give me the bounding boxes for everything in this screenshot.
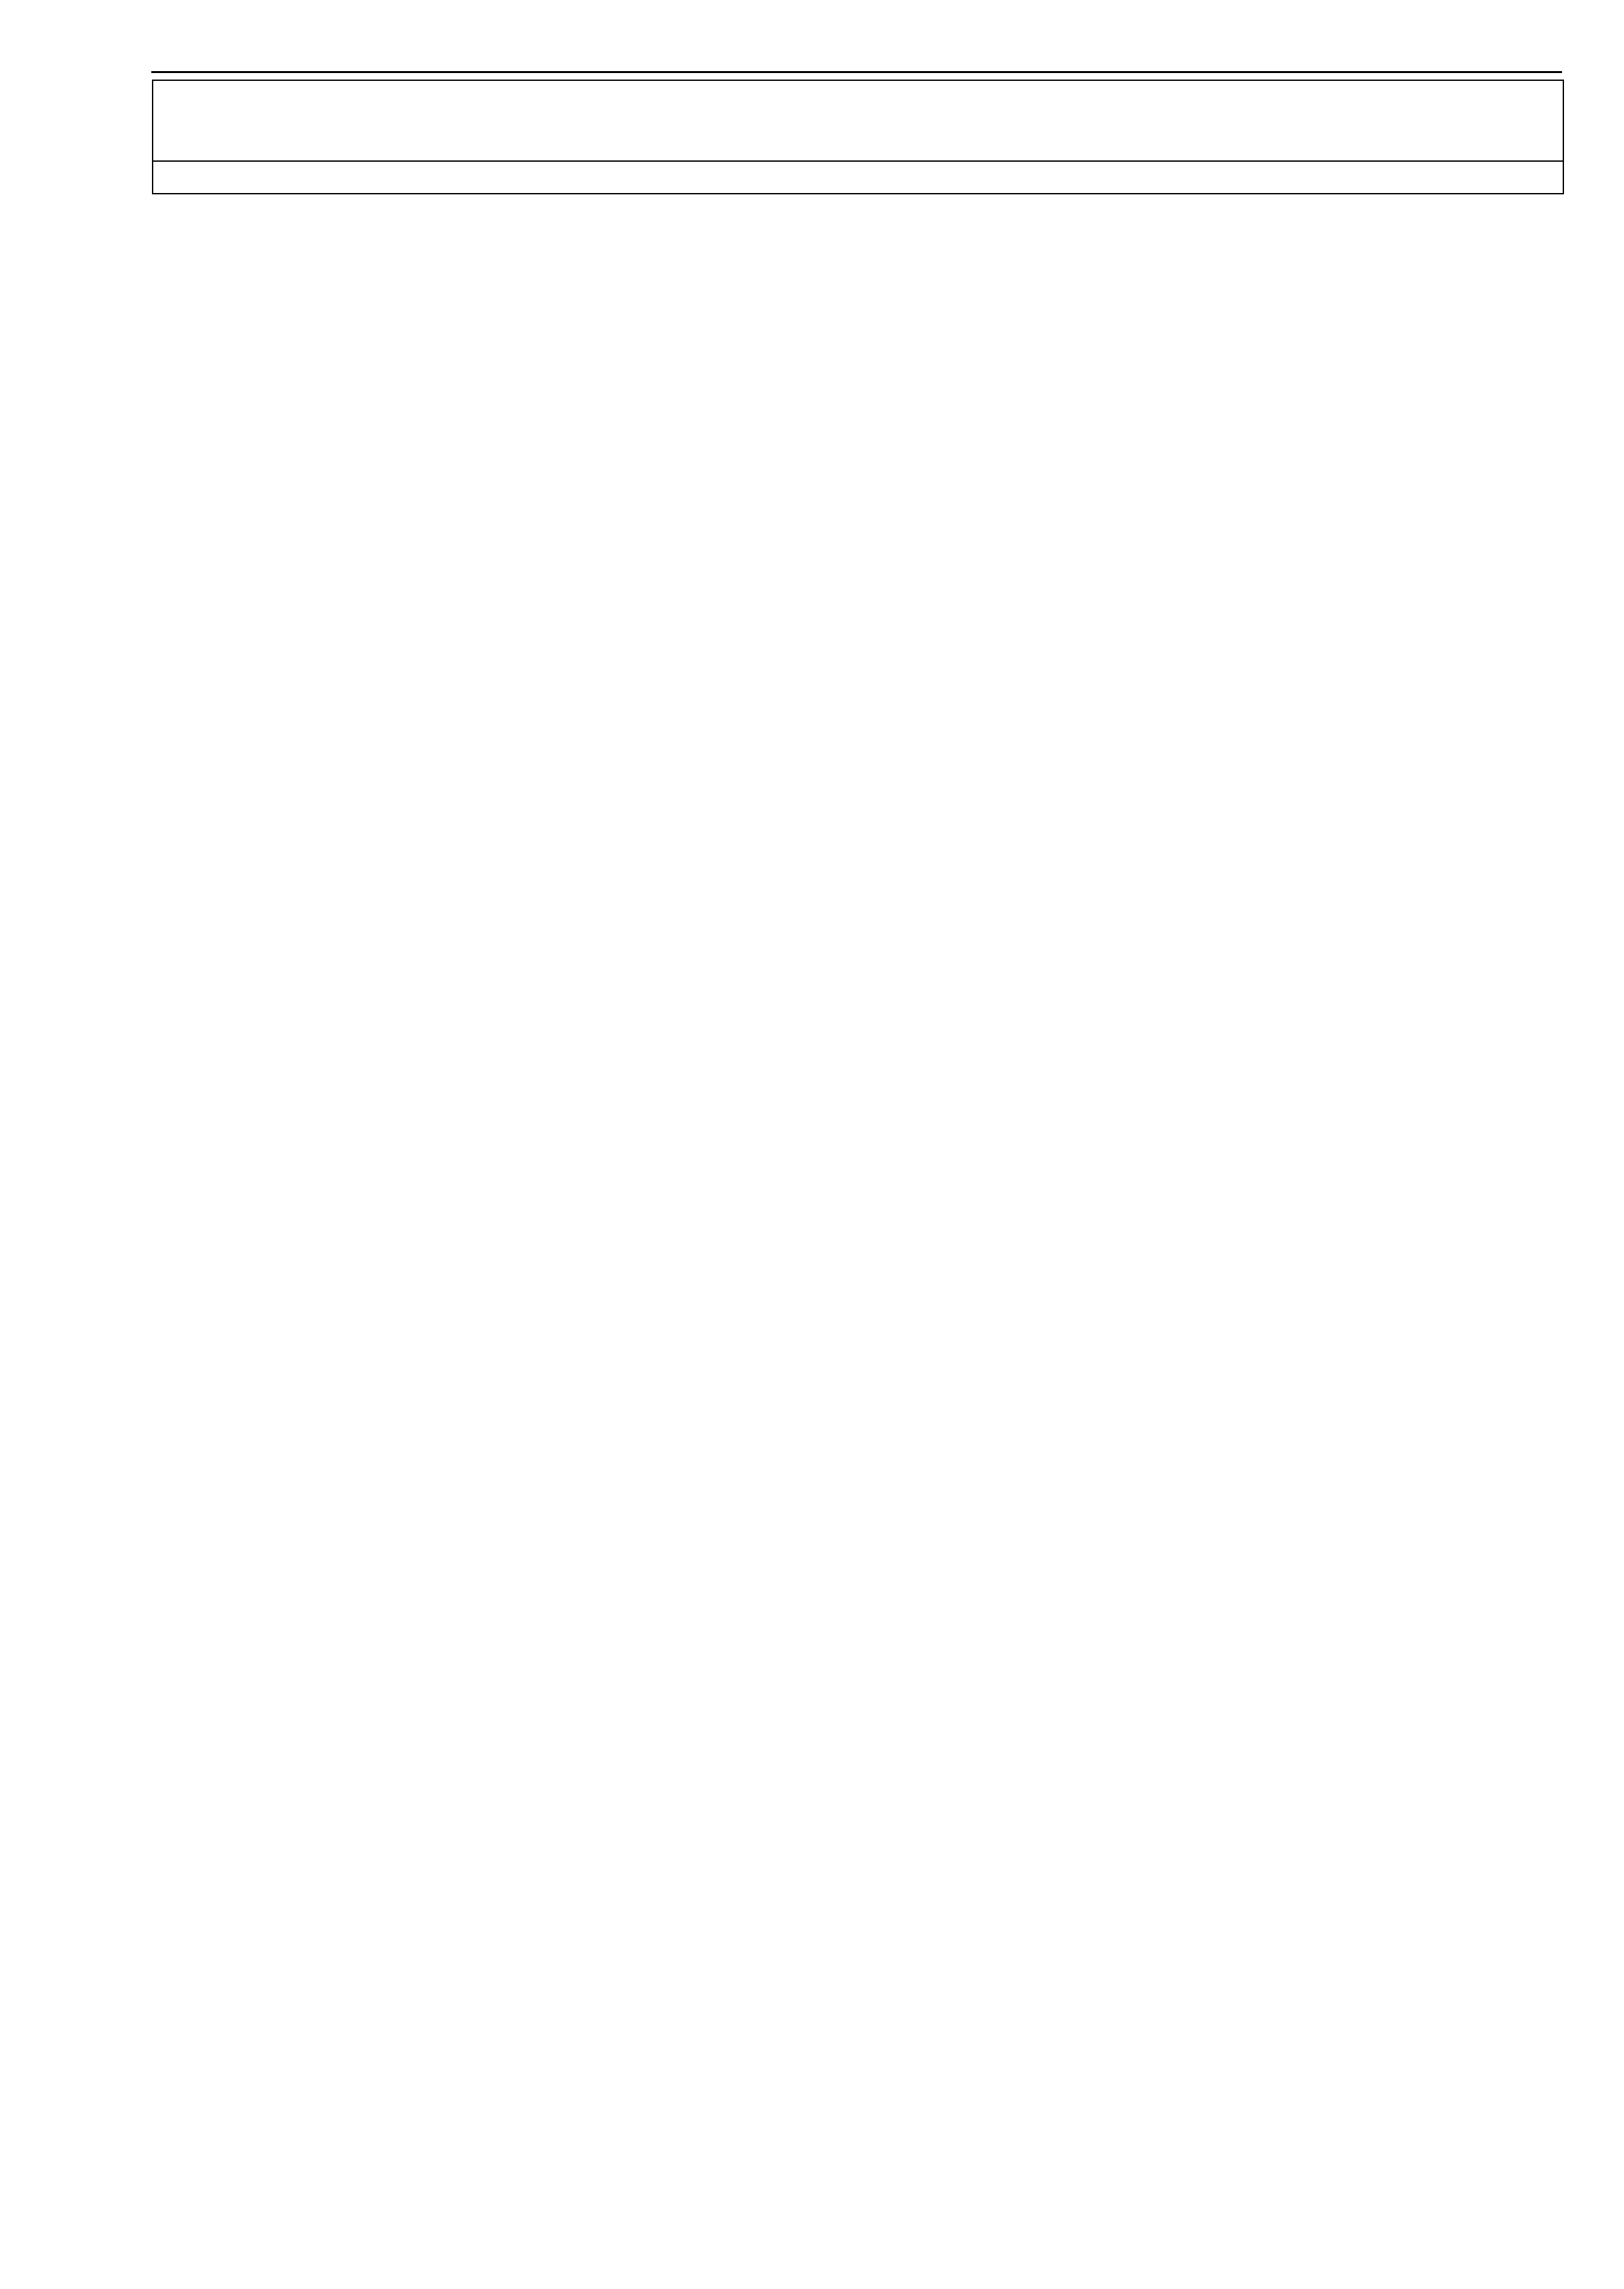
section-title — [153, 161, 1563, 194]
measurer-line — [160, 85, 1563, 115]
header-rule — [151, 71, 1562, 73]
table-title-block — [153, 80, 1563, 194]
rates-table — [152, 80, 1564, 194]
table-title-cell — [153, 80, 1563, 161]
